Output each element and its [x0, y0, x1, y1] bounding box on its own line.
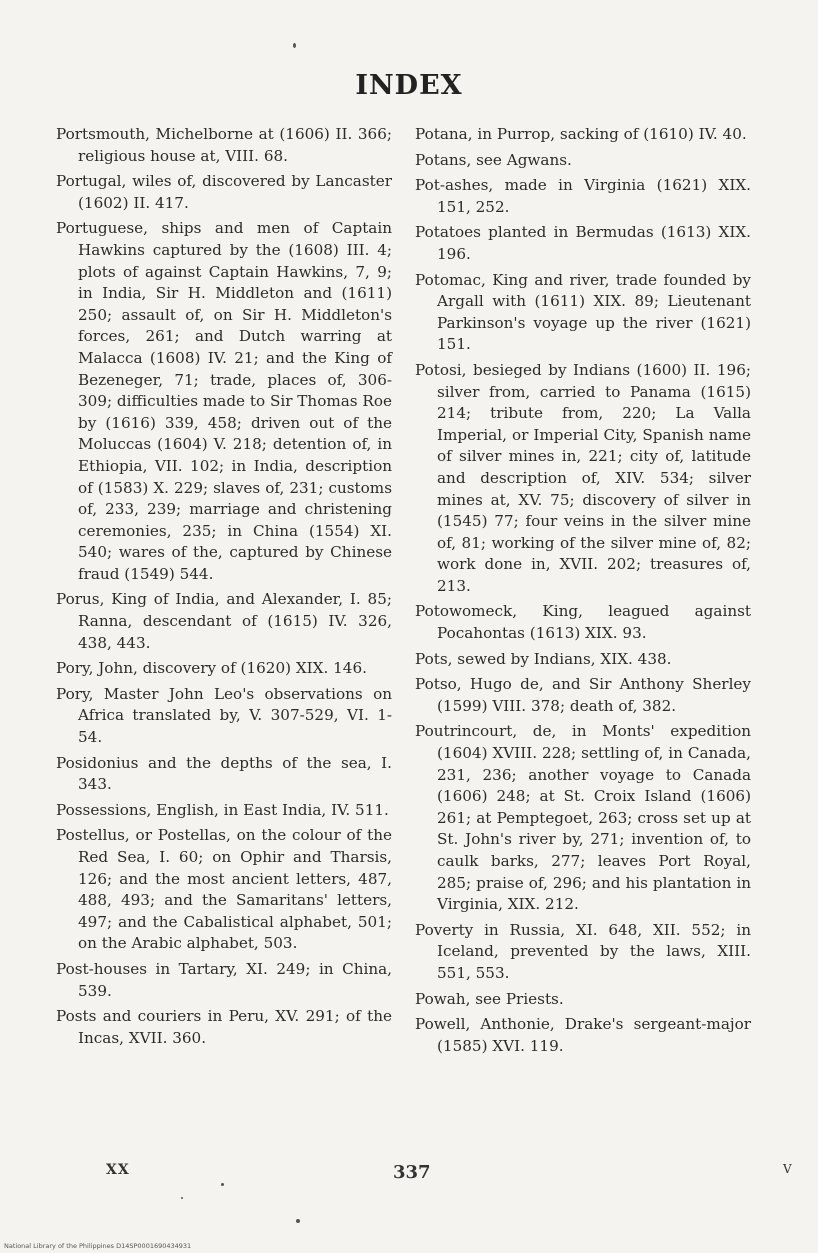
index-entry: Posts and couriers in Peru, XV. 291; of the Incas, XVII. 360.	[56, 1007, 392, 1047]
index-entry: Potso, Hugo de, and Sir Anthony Sherley (1599) VIII. 378; death of, 382.	[415, 675, 751, 715]
scan-speck	[296, 1219, 300, 1223]
index-entry: Powell, Anthonie, Drake's sergeant-major (1585) XVI. 119.	[415, 1015, 751, 1055]
index-entry: Poverty in Russia, XI. 648, XII. 552; in Iceland, prevented by the laws, XIII. 551, 553.	[415, 920, 751, 982]
index-entry: Portugal, wiles of, discovered by Lancaster (1602) II. 417.	[56, 172, 392, 212]
index-entry: Potowomeck, King, leagued against Pocahontas (1613) XIX. 93.	[415, 602, 751, 643]
index-entry: Potans, see Agwans.	[415, 150, 572, 169]
index-entry: Pots, sewed by Indians, XIX. 438.	[415, 649, 672, 668]
index-entry: Portuguese, ships and men of Captain Hawkins captured by the (1608) III. 4; plots of against Captain Hawkins, 7, 9; in India, Sir H. Middleton and (1611) 250; assault of, on Sir H. Middleton's forces, 261; and Dutch warring at Malacca (1608) IV. 21; and the King of Bezeneger, 71; trade, places of, 306-309; difficulties made to Sir Thomas Roe by (1616) 339, 458; driven out of the Moluccas (1604) V. 218; detention of, in Ethiopia, VII. 102; in India, description of (1583) X. 229; slaves of, 231; customs of, 233, 239; marriage and christening ceremonies, 235; in China (1554) XI. 540; wares of the, captured by Chinese fraud (1549) 544.	[56, 219, 392, 583]
index-entry: Potatoes planted in Bermudas (1613) XIX. 196.	[415, 223, 751, 263]
index-entry: Potana, in Purrop, sacking of (1610) IV. 40.	[415, 125, 747, 143]
scan-speck	[221, 1183, 224, 1186]
index-entry: Potosi, besieged by Indians (1600) II. 196; silver from, carried to Panama (1615) 214; tribute from, 220; La Valla Imperial, or Imperial City, Spanish name of silver mines in, 221; city of, latitude and description of, XIV. 534; silver mines at, XV. 75; discovery of silver in (1545) 77; four veins in the silver mine of, 81; working of the silver mine of, 82; work done in, XVII. 202; treasures of, 213.	[415, 360, 751, 595]
index-entry: Postellus, or Postellas, on the colour of the Red Sea, I. 60; on Ophir and Tharsis, 126; and the most ancient letters, 487, 488, 493; and the Samaritans' letters, 497; and the Cabalistical alphabet, 501; on the Arabic alphabet, 503.	[56, 826, 392, 953]
scan-speck	[293, 43, 296, 48]
index-column-right	[415, 124, 751, 1061]
index-entry: Post-houses in Tartary, XI. 249; in China, 539.	[56, 959, 392, 1000]
page-number: 337	[393, 1162, 431, 1183]
index-entry: Pory, Master John Leo's observations on Africa translated by, V. 307-529, VI. 1-54.	[56, 684, 392, 747]
page-title: INDEX	[355, 70, 463, 101]
signature-mark-right: V	[783, 1162, 792, 1176]
signature-mark: XX	[106, 1162, 130, 1178]
index-entry: Portsmouth, Michelborne at (1606) II. 366; religious house at, VIII. 68.	[56, 125, 392, 165]
index-entry: Possessions, English, in East India, IV. 511.	[56, 800, 389, 819]
index-entry: Porus, King of India, and Alexander, I. 85; Ranna, descendant of (1615) IV. 326, 438, 443.	[56, 590, 392, 652]
scan-credit: National Library of the Philippines D14SP0001690434931	[4, 1242, 192, 1250]
index-entry: Powah, see Priests.	[415, 989, 564, 1008]
index-entry: Posidonius and the depths of the sea, I. 343.	[56, 753, 392, 794]
index-entry: Potomac, King and river, trade founded by Argall with (1611) XIX. 89; Lieutenant Parkinson's voyage up the river (1621) 151.	[415, 270, 751, 354]
index-entry: Pot-ashes, made in Virginia (1621) XIX. 151, 252.	[415, 176, 751, 216]
index-column-left	[56, 124, 392, 1053]
index-entry: Poutrincourt, de, in Monts' expedition (1604) XVIII. 228; settling of, in Canada, 231, 236; another voyage to Canada (1606) 248; at St. Croix Island (1606) 261; at Pemptegoet, 263; cross set up at St. John's river by, 271; invention of, to caulk barks, 277; leaves Port Royal, 285; praise of, 296; and his plantation in Virginia, XIX. 212.	[415, 722, 751, 914]
scan-speck	[181, 1197, 183, 1199]
index-entry: Pory, John, discovery of (1620) XIX. 146.	[56, 659, 367, 678]
